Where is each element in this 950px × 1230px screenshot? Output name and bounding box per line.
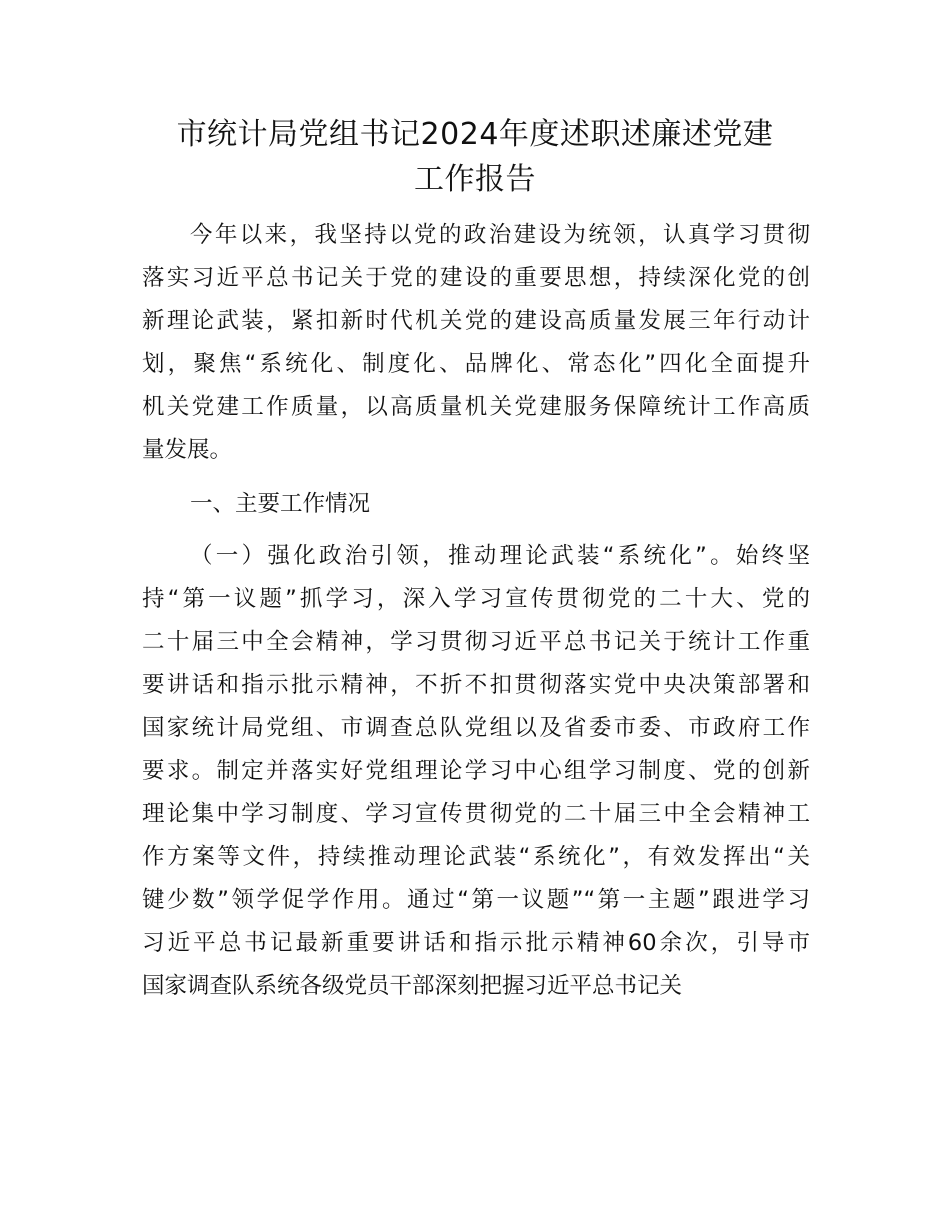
paragraph-line: 量发展。 (142, 437, 233, 463)
paragraph-line: 新理论武装，紧扣新时代机关党的建设高质量发展三年行动计 (142, 308, 810, 334)
paragraph-line: 作方案等文件，持续推动理论武装“系统化”，有效发挥出“关 (142, 844, 810, 870)
paragraph-line: 机关党建工作质量，以高质量机关党建服务保障统计工作高质 (142, 394, 810, 420)
paragraph-line: 要讲话和指示批示精神，不折不扣贯彻落实党中央决策部署和 (142, 672, 810, 698)
paragraph-line: 持“第一议题”抓学习，深入学习宣传贯彻党的二十大、党的 (142, 586, 810, 612)
paragraph-line: （一）强化政治引领，推动理论武装“系统化”。始终坚 (190, 543, 810, 569)
paragraph-line: 划，聚焦“系统化、制度化、品牌化、常态化”四化全面提升 (142, 351, 810, 377)
paragraph-line: 落实习近平总书记关于党的建设的重要思想，持续深化党的创 (142, 265, 810, 291)
section-heading: 一、主要工作情况 (190, 491, 371, 517)
paragraph-line: 国家统计局党组、市调查总队党组以及省委市委、市政府工作 (142, 715, 810, 741)
document-title-line-2: 工作报告 (414, 162, 536, 197)
paragraph-line: 二十届三中全会精神，学习贯彻习近平总书记关于统计工作重 (142, 629, 810, 655)
paragraph-line: 键少数”领学促学作用。通过“第一议题”“第一主题”跟进学习 (142, 887, 810, 913)
paragraph-line: 要求。制定并落实好党组理论学习中心组学习制度、党的创新 (142, 758, 810, 784)
paragraph-line: 今年以来，我坚持以党的政治建设为统领，认真学习贯彻 (190, 222, 810, 248)
document-title-line-1: 市统计局党组书记2024年度述职述廉述党建 (176, 117, 774, 152)
paragraph-line: 国家调查队系统各级党员干部深刻把握习近平总书记关 (142, 973, 683, 999)
paragraph-line: 理论集中学习制度、学习宣传贯彻党的二十届三中全会精神工 (142, 801, 810, 827)
paragraph-line: 习近平总书记最新重要讲话和指示批示精神60余次，引导市 (142, 930, 810, 956)
